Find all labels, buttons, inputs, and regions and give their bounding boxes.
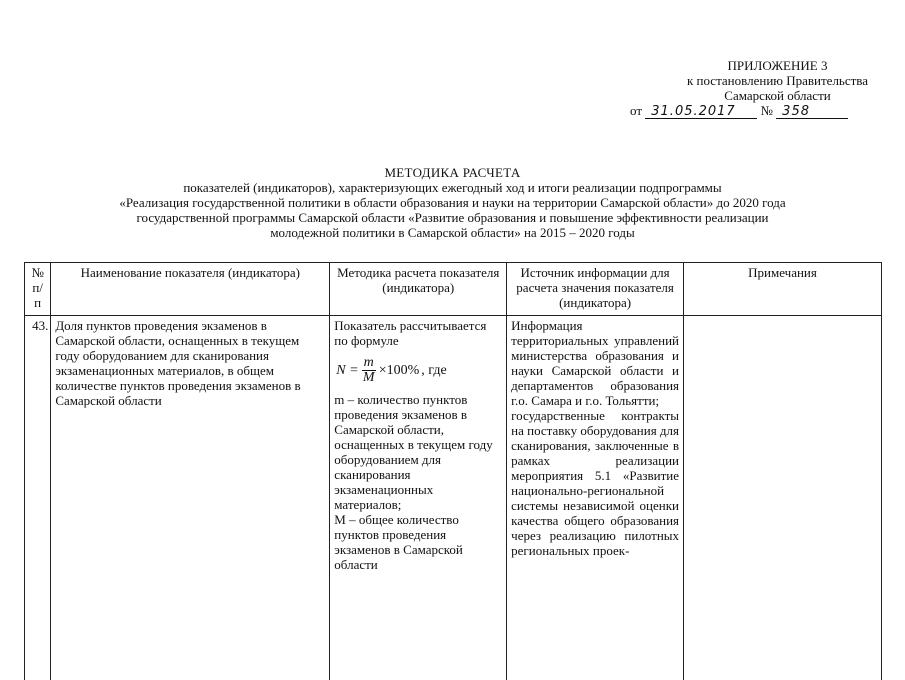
heading-main: МЕТОДИКА РАСЧЕТА — [30, 165, 875, 180]
method-m: m – количество пунктов проведения экзаменов в Самарской области, оснащенных в текущем году оборудованием для сканирования экзаменационных материалов; — [334, 392, 502, 512]
heading-line-1: показателей (индикаторов), характеризующих ежегодный ход и итоги реализации подпрограммы — [30, 180, 875, 195]
header-number: № п/п — [25, 263, 51, 316]
header-method: Методика расчета показателя (индикатора) — [330, 263, 507, 316]
heading-line-2: «Реализация государственной политики в области образования и науки на территории Самарской области» до 2020 года — [30, 195, 875, 210]
formula-numerator: m — [362, 356, 376, 371]
formula — [336, 350, 502, 390]
handwritten-date: 31.05.2017 — [645, 105, 757, 119]
appendix-line-2: к постановлению Правительства — [680, 73, 875, 88]
number-prefix: № — [761, 103, 773, 118]
row-number: 43. — [25, 316, 51, 680]
appendix-date-line — [600, 103, 875, 119]
formula-denominator: M — [363, 371, 375, 385]
handwritten-number: 358 — [776, 105, 848, 119]
row-source — [507, 316, 684, 680]
row-name: Доля пунктов проведения экзаменов в Самарской области, оснащенных в текущем году оборудованием для сканирования экзаменационных материалов, в общем количестве пунктов проведения экзаменов в Самарской области — [51, 316, 330, 680]
indicator-table — [24, 262, 882, 680]
row-method — [330, 316, 507, 680]
formula-tail: , где — [421, 363, 446, 378]
appendix-header — [600, 58, 875, 119]
document-heading — [30, 165, 875, 240]
header-notes: Примечания — [684, 263, 882, 316]
row-notes — [684, 316, 882, 680]
source-1: Информация территориальных управлений министерства образования и науки Самарской области и департаментов образования г.о. Самара и г.о. Тольятти; — [511, 318, 679, 408]
table-row — [25, 316, 882, 680]
header-name: Наименование показателя (индикатора) — [51, 263, 330, 316]
method-M: M – общее количество пунктов проведения экзаменов в Самарской области — [334, 512, 502, 572]
source-2: государственные контракты на поставку оборудования для сканирования, заключенные в рамках реализации мероприятия 5.1 «Развитие национально-региональной системы независимой оценки качества общего образования через реализацию пилотных региональных проек- — [511, 408, 679, 558]
heading-line-4: молодежной политики в Самарской области» на 2015 – 2020 годы — [30, 225, 875, 240]
method-intro: Показатель рассчитывается по формуле — [334, 318, 502, 348]
appendix-title: ПРИЛОЖЕНИЕ 3 — [680, 58, 875, 73]
appendix-line-3: Самарской области — [680, 88, 875, 103]
date-prefix: от — [630, 103, 642, 118]
table-header-row — [25, 263, 882, 316]
formula-lhs: N = — [336, 363, 358, 378]
header-source: Источник информации для расчета значения показателя (индикатора) — [507, 263, 684, 316]
formula-fraction — [362, 356, 376, 385]
formula-rhs: ×100% — [379, 363, 420, 378]
heading-line-3: государственной программы Самарской области «Развитие образования и повышение эффективности реализации — [30, 210, 875, 225]
